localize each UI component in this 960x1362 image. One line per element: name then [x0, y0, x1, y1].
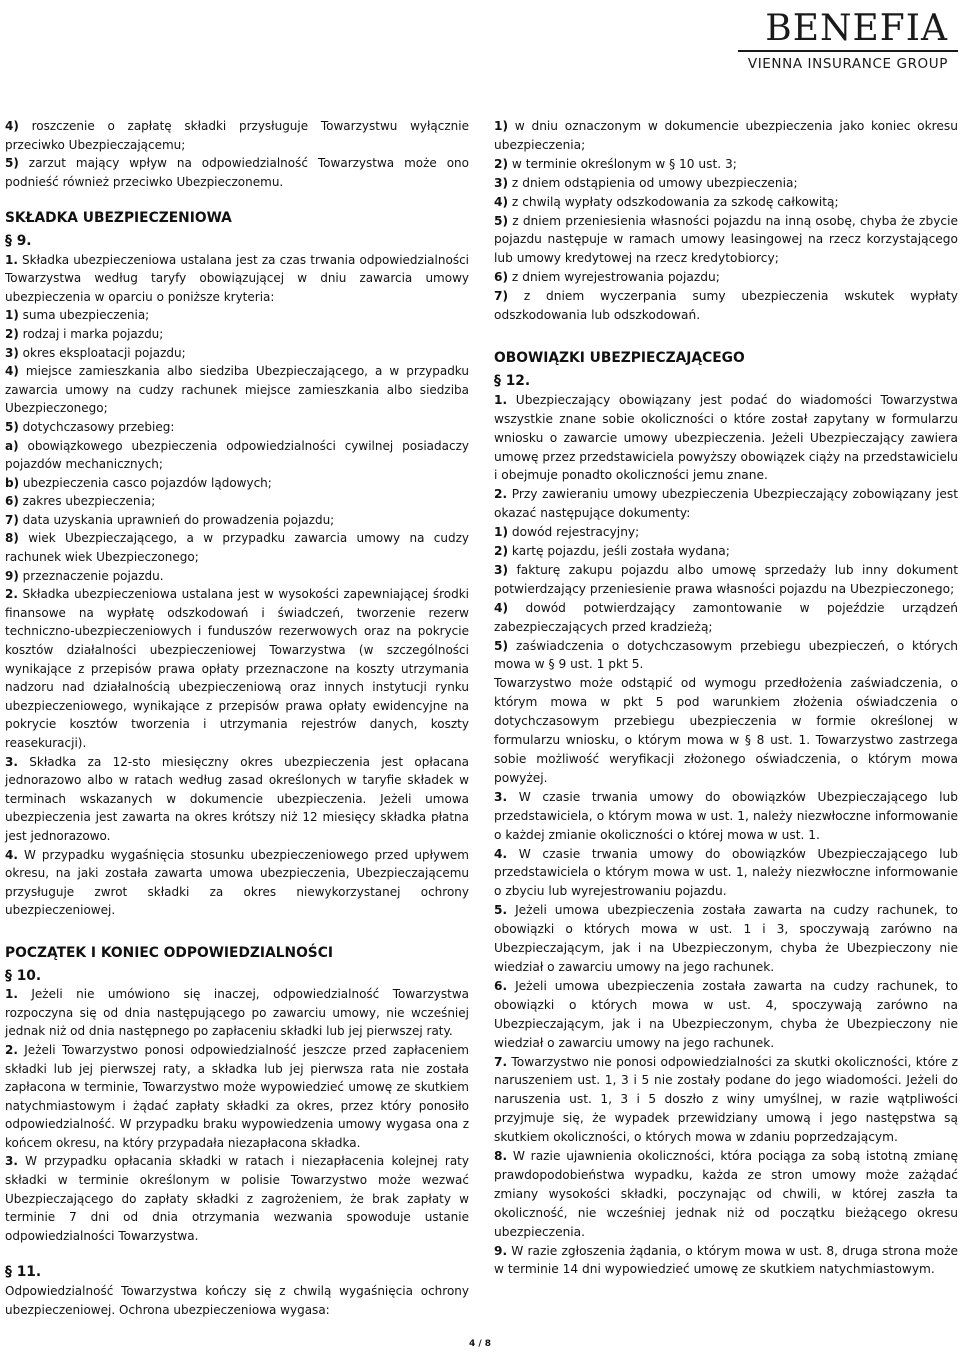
clause-number: 3) — [494, 175, 509, 190]
clause-paragraph — [494, 977, 958, 1053]
clause-paragraph — [5, 511, 469, 530]
clause-number: 2. — [5, 1042, 18, 1057]
logo-brand: BENEFIA — [765, 8, 948, 49]
logo-divider — [738, 50, 958, 52]
clause-paragraph — [494, 637, 958, 675]
clause-paragraph — [5, 1152, 469, 1245]
clause-paragraph — [494, 391, 958, 486]
clause-paragraph — [5, 585, 469, 752]
clause-text: miejsce zamieszkania albo siedziba Ubezpieczającego, a w przypadku zawarcia umowy na cudzy rachunek miejsce zamieszkania albo siedziba Ubezpieczonego; — [5, 364, 469, 416]
clause-number: 1. — [5, 987, 18, 1002]
left-column — [5, 117, 469, 1319]
clause-text: obowiązkowego ubezpieczenia odpowiedzialności cywilnej posiadaczy pojazdów mechanicznych; — [5, 438, 469, 472]
page-number: 4 / 8 — [468, 1339, 492, 1349]
clause-number: 5) — [494, 638, 509, 653]
clause-number: 3) — [5, 345, 19, 360]
clause-text: Składka ubezpieczeniowa ustalana jest za czas trwania odpowiedzialności Towarzystwa według taryfy obowiązującej w dniu zawarcia umowy ubezpieczenia w oparciu o poniższe kryteria: — [5, 252, 469, 304]
clause-number: 8) — [5, 531, 19, 546]
clause-number: 6. — [494, 978, 508, 993]
clause-text: suma ubezpieczenia; — [18, 308, 150, 323]
clause-text: roszczenie o zapłatę składki przysługuje Towarzystwu wyłącznie przeciwko Ubezpieczającemu; — [5, 119, 469, 152]
clause-text: kartę pojazdu, jeśli została wydana; — [508, 544, 730, 559]
clause-text: W czasie trwania umowy do obowiązków Ubezpieczającego lub przedstawiciela, o którym mowa w ust. 1, należy niezwłoczne informowanie o każdej zmianie okoliczności o której mowa w ust. 1. — [494, 789, 958, 842]
clause-paragraph — [5, 117, 469, 154]
section-heading: § 12. — [494, 372, 531, 389]
clause-text: W razie ujawnienia okoliczności, która pociąga za sobą istotną zmianę prawdopodobieństwa wypadku, każda ze stron umowy może zażądać zmiany wysokości składki, poczynając od chwili, w której zaszła ta okoliczność, nie wcześniej jednak niż od początku bieżącego okresu ubezpieczenia. — [494, 1149, 958, 1239]
clause-text: fakturę zakupu pojazdu albo umowę sprzedaży lub inny dokument potwierdzający przeniesienie prawa własności pojazdu na Ubezpieczonego; — [494, 562, 958, 596]
spacer — [5, 1245, 469, 1259]
right-column — [494, 117, 958, 1279]
clause-number: 4) — [494, 600, 509, 615]
clause-paragraph — [5, 437, 469, 474]
clause-number: 4. — [494, 846, 508, 861]
clause-paragraph — [5, 753, 469, 846]
clause-paragraph — [494, 901, 958, 977]
clause-number: 9) — [5, 568, 19, 583]
clause-text: Jeżeli Towarzystwo ponosi odpowiedzialność jeszcze przed zapłaceniem składki lub jej pierwszej raty, a składka lub jej pierwsza rata nie została zapłacona w terminie, Towarzystwo może wypowiedzieć umowę ze skutkiem natychmiastowym i żądać zapłaty składki za okres, przez który ponosiło odpowiedzialność. W przypadku braku wypowiedzenia umowy wygasa ona z końcem okresu, na który przypadała niezapłacona składka. — [5, 1042, 469, 1150]
clause-text: z dniem wyrejestrowania pojazdu; — [508, 270, 720, 285]
clause-number: 3) — [494, 562, 509, 577]
clause-paragraph — [494, 788, 958, 845]
clause-number: 1. — [494, 392, 508, 407]
clause-text: Towarzystwo nie ponosi odpowiedzialności za skutki okoliczności, które z naruszeniem ust. 1, 3 i 5 nie zostały podane do jego wiadomości. Jeżeli do naruszenia ust. 1, 3 i 5 doszło z winy umyślnej, w razie wątpliwości przyjmuje się, że wypadek przewidziany umową i jego następstwa są skutkiem okoliczności, o których mowa w zdaniu poprzedzającym. — [494, 1054, 958, 1145]
clause-paragraph — [5, 306, 469, 325]
benefia-logo — [718, 10, 958, 72]
clause-paragraph — [5, 985, 469, 1041]
clause-text: ubezpieczenia casco pojazdów lądowych; — [19, 475, 272, 490]
clause-paragraph — [5, 567, 469, 586]
clause-number: 4) — [494, 194, 509, 209]
clause-paragraph — [494, 485, 958, 523]
clause-number: 4) — [5, 364, 19, 379]
clause-text: Jeżeli umowa ubezpieczenia została zawarta na cudzy rachunek, to obowiązki o których mowa w ust. 4, spoczywają zarówno na Ubezpieczającym, jak i na Ubezpieczonym, chyba że Ubezpieczony nie wiedział o zawarciu umowy na jego rachunek. — [494, 978, 958, 1050]
logo-subtitle: VIENNA INSURANCE GROUP — [747, 56, 948, 72]
clause-text: w terminie określonym w § 10 ust. 3; — [508, 156, 737, 171]
clause-text: z dniem przeniesienia własności pojazdu na inną osobę, chyba że zbycie pojazdu następuje w ramach umowy leasingowej na rzecz korzystającego lub umowy kredytowej na rzecz kredytobiorcy; — [494, 213, 958, 266]
clause-paragraph — [5, 344, 469, 363]
clause-number: 5) — [5, 419, 19, 434]
clause-number: 1. — [5, 252, 18, 267]
clause-text: Ubezpieczający obowiązany jest podać do wiadomości Towarzystwa wszystkie znane sobie okoliczności o które został zapytany w formularzu wniosku o zawarcie umowy ubezpieczenia. Jeżeli Ubezpieczający zawiera umowę przez przedstawiciela powyższy obowiązek ciąży na przedstawicielu i obejmuje ponadto okoliczności jemu znane. — [494, 392, 958, 483]
clause-number: 4. — [5, 847, 18, 862]
clause-paragraph — [5, 154, 469, 191]
clause-text: z chwilą wypłaty odszkodowania za szkodę całkowitą; — [508, 194, 839, 209]
section-heading: § 11. — [5, 1264, 42, 1281]
clause-text: Odpowiedzialność Towarzystwa kończy się z chwilą wygaśnięcia ochrony ubezpieczeniowej. Ochrona ubezpieczeniowa wygasa: — [5, 1284, 469, 1317]
clause-text: W czasie trwania umowy do obowiązków Ubezpieczającego lub przedstawiciela o którym mowa w ust. 1, należy niezwłoczne informowanie o zbyciu lub wyrejestrowaniu pojazdu. — [494, 846, 958, 899]
section-heading: SKŁADKA UBEZPIECZENIOWA — [5, 210, 232, 227]
clause-text: Przy zawieraniu umowy ubezpieczenia Ubezpieczający zobowiązany jest okazać następujące dokumenty: — [494, 487, 958, 521]
clause-number: 7) — [494, 289, 509, 304]
clause-paragraph — [5, 325, 469, 344]
spacer — [5, 191, 469, 205]
clause-text: W przypadku wygaśnięcia stosunku ubezpieczeniowego przed upływem okresu, na jaki została zawarta umowa ubezpieczenia, Ubezpieczającemu przysługuje zwrot składki za okres niewykorzystanej ochrony ubezpieczeniowej. — [5, 847, 469, 918]
clause-number: 1) — [494, 119, 509, 133]
clause-number: 6) — [5, 494, 19, 509]
clause-number: 7) — [5, 512, 19, 527]
clause-number: 2) — [494, 544, 509, 559]
clause-text: zaświadczenia o dotychczasowym przebiegu ubezpieczeń, o których mowa w § 9 ust. 1 pkt 5. — [494, 638, 958, 672]
clause-paragraph — [5, 1041, 469, 1153]
section-heading: § 10. — [5, 967, 42, 984]
clause-number: 5) — [5, 156, 19, 171]
clause-text: Składka za 12-sto miesięczny okres ubezpieczenia jest opłacana jednorazowo albo w ratach według zasad określonych w taryfie składek w terminach wskazanych w dokumencie ubezpieczenia. Jeżeli umowa ubezpieczenia jest zawarta na okres krótszy niż 12 miesięcy składka płatna jest jednorazowo. — [5, 754, 469, 843]
clause-paragraph — [494, 845, 958, 902]
clause-text: zakres ubezpieczenia; — [18, 494, 156, 509]
clause-number: 4) — [5, 119, 19, 133]
clause-text: data uzyskania uprawnień do prowadzenia pojazdu; — [18, 512, 335, 527]
clause-number: a) — [5, 438, 19, 453]
clause-text: okres eksploatacji pojazdu; — [18, 345, 186, 360]
clause-paragraph — [5, 492, 469, 511]
clause-number: 8. — [494, 1149, 508, 1164]
clause-text: dotychczasowy przebieg: — [18, 419, 175, 434]
clause-paragraph — [5, 474, 469, 493]
spacer — [5, 920, 469, 940]
clause-text: w dniu oznaczonym w dokumencie ubezpieczenia jako koniec okresu ubezpieczenia; — [494, 119, 958, 152]
clause-text: W razie zgłoszenia żądania, o którym mowa w ust. 8, druga strona może w terminie 14 dni wypowiedzieć umowę ze skutkiem natychmiastowym. — [494, 1243, 958, 1277]
section-heading: POCZĄTEK I KONIEC ODPOWIEDZIALNOŚCI — [5, 944, 334, 961]
clause-number: 7. — [494, 1054, 508, 1069]
clause-text: przeznaczenie pojazdu. — [18, 568, 164, 583]
clause-number: 1) — [5, 308, 19, 323]
section-heading: OBOWIĄZKI UBEZPIECZAJĄCEGO — [494, 349, 745, 366]
clause-text: Jeżeli umowa ubezpieczenia została zawarta na cudzy rachunek, to obowiązki o których mowa w ust. 1 i 3, spoczywają zarówno na Ubezpieczającym, jak i na Ubezpieczonym, chyba że Ubezpieczony nie wiedział o zawarciu umowy na jego rachunek. — [494, 903, 958, 974]
clause-paragraph — [494, 1147, 958, 1242]
clause-paragraph — [494, 1242, 958, 1280]
clause-text: Towarzystwo może odstąpić od wymogu przedłożenia zaświadczenia, o którym mowa w pkt 5 pod warunkiem złożenia oświadczenia o dotychczasowym przebiegu ubezpieczenia w formie określonej w formularzu wniosku, o którym mowa w § 8 ust. 1. Towarzystwo zastrzega sobie możliwość weryfikacji złożonego oświadczenia, o którym mowa powyżej. — [494, 676, 958, 785]
clause-number: 9. — [494, 1243, 508, 1258]
clause-paragraph — [494, 117, 958, 155]
clause-paragraph — [494, 523, 958, 542]
clause-text: z dniem wyczerpania sumy ubezpieczenia wskutek wypłaty odszkodowania lub odszkodowań. — [494, 289, 958, 323]
clause-paragraph — [494, 174, 958, 193]
clause-text: zarzut mający wpływ na odpowiedzialność Towarzystwa może ono podnieść również przeciwko Ubezpieczonemu. — [5, 156, 469, 189]
clause-text: Jeżeli nie umówiono się inaczej, odpowiedzialność Towarzystwa rozpoczyna się od dnia następującego po zawarciu umowy, nie wcześniej jednak niż od dnia następnego po zapłaceniu składki lub jej pierwszej raty. — [5, 987, 469, 1039]
clause-paragraph — [494, 561, 958, 599]
clause-text: W przypadku opłacania składki w ratach i niezapłacenia kolejnej raty składki w terminie określonym w polisie Towarzystwo może wezwać Ubezpieczającego do zapłaty składki z zagrożeniem, że brak zapłaty w terminie 7 dni od dnia otrzymania wezwania spowoduje ustanie odpowiedzialności Towarzystwa. — [5, 1154, 469, 1243]
clause-paragraph — [5, 418, 469, 437]
clause-number: b) — [5, 475, 20, 490]
clause-number: 3. — [5, 754, 18, 769]
clause-text: dowód rejestracyjny; — [508, 525, 640, 540]
clause-paragraph — [494, 268, 958, 287]
clause-paragraph — [494, 155, 958, 174]
clause-paragraph — [5, 251, 469, 307]
clause-text: dowód potwierdzający zamontowanie w pojeździe urządzeń zabezpieczających przed kradzieżą; — [494, 600, 958, 634]
clause-text: wiek Ubezpieczającego, a w przypadku zawarcia umowy na cudzy rachunek wiek Ubezpieczonego; — [5, 531, 469, 565]
spacer — [494, 325, 958, 345]
clause-number: 2) — [5, 326, 19, 341]
clause-number: 2) — [494, 156, 509, 171]
clause-number: 6) — [494, 270, 509, 285]
clause-number: 5) — [494, 213, 509, 228]
clause-number: 3. — [5, 1154, 18, 1169]
clause-paragraph — [494, 193, 958, 212]
clause-paragraph — [5, 846, 469, 920]
clause-number: 2. — [494, 487, 508, 502]
clause-paragraph — [5, 362, 469, 418]
clause-paragraph — [494, 599, 958, 637]
clause-paragraph — [494, 287, 958, 325]
clause-number: 1) — [494, 525, 509, 540]
clause-text: rodzaj i marka pojazdu; — [18, 326, 164, 341]
clause-number: 5. — [494, 903, 508, 918]
clause-paragraph — [5, 1282, 469, 1319]
clause-number: 2. — [5, 587, 18, 602]
clause-paragraph — [494, 212, 958, 269]
clause-paragraph — [494, 1053, 958, 1148]
clause-text: Składka ubezpieczeniowa ustalana jest w wysokości zapewniającej środki finansowe na wypłatę odszkodowań i świadczeń, tworzenie rezerw techniczno-ubezpieczeniowych i funduszów rezerwowych oraz na pokrycie kosztów działalności ubezpieczeniowej Towarzystwa (w szczególności wynikające z przepisów prawa opłaty przeznaczone na koszty utrzymania nadzoru nad działalnością ubezpieczeniową oraz innych instytucji rynku ubezpieczeniowego, wynikające z przepisów prawa opłaty ewidencyjne na pokrycie kosztów tworzenia i utrzymania rejestrów danych, koszty reasekuracji). — [5, 587, 469, 750]
clause-text: z dniem odstąpienia od umowy ubezpieczenia; — [508, 175, 798, 190]
section-heading: § 9. — [5, 232, 32, 249]
clause-paragraph — [5, 529, 469, 566]
clause-paragraph — [494, 674, 958, 787]
clause-number: 3. — [494, 789, 508, 804]
clause-paragraph — [494, 542, 958, 561]
